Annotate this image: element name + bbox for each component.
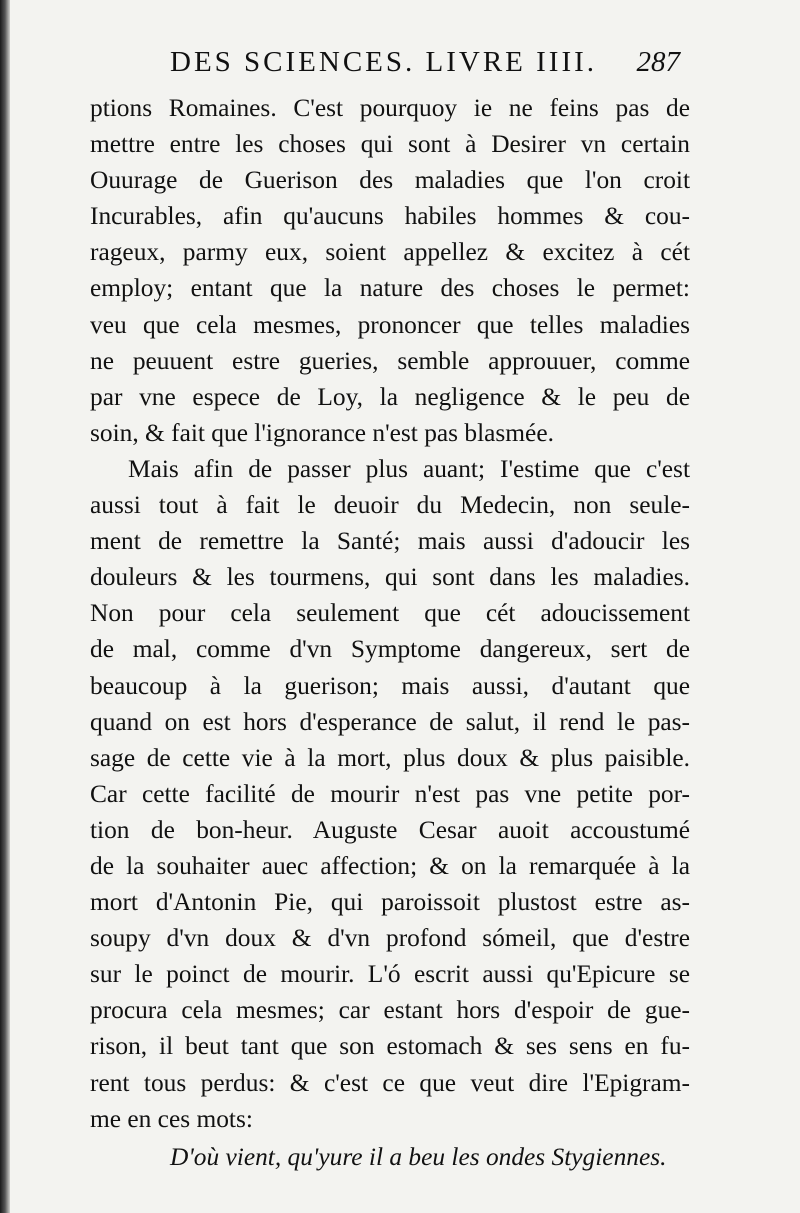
- verse-quotation: D'où vient, qu'yure il a beu les ondes Stygiennes.: [170, 1142, 667, 1171]
- text-line: Incurables, afin qu'aucuns habiles hommes & cou-: [90, 202, 690, 231]
- text-line: rageux, parmy eux, soient appellez & excitez à cét: [90, 238, 690, 267]
- body-text: [90, 90, 690, 1177]
- text-line: de mal, comme d'vn Symptome dangereux, sert de: [90, 635, 690, 664]
- text-line: sage de cette vie à la mort, plus doux & plus paisible.: [90, 743, 690, 772]
- text-line: me en ces mots:: [90, 1104, 253, 1133]
- text-line: ptions Romaines. C'est pourquoy ie ne feins pas de: [90, 94, 690, 122]
- text-line: soin, & fait que l'ignorance n'est pas blasmée.: [90, 418, 554, 447]
- page-number: 287: [636, 46, 680, 78]
- text-line: procura cela mesmes; car estant hors d'espoir de gue-: [90, 996, 690, 1025]
- text-line: Ouurage de Guerison des maladies que l'on croit: [90, 166, 690, 195]
- running-title: DES SCIENCES. LIVRE IIII.: [170, 46, 598, 78]
- page-header: [170, 46, 680, 86]
- paragraph-first-line: Mais afin de passer plus auant; I'estime que c'est: [128, 454, 690, 483]
- text-line: quand on est hors d'esperance de salut, il rend le pas-: [90, 707, 690, 736]
- text-line: tion de bon-heur. Auguste Cesar auoit accoustumé: [90, 815, 690, 844]
- text-line: mort d'Antonin Pie, qui paroissoit plustost estre as-: [90, 888, 690, 917]
- text-line: de la souhaiter auec affection; & on la remarquée à la: [90, 851, 690, 880]
- text-line: mettre entre les choses qui sont à Desirer vn certain: [90, 130, 690, 159]
- text-line: sur le poinct de mourir. L'ó escrit aussi qu'Epicure se: [90, 960, 690, 989]
- text-line: ne peuuent estre gueries, semble approuuer, comme: [90, 346, 690, 375]
- text-line: veu que cela mesmes, prononcer que telles maladies: [90, 310, 690, 339]
- text-line: ment de remettre la Santé; mais aussi d'adoucir les: [90, 527, 690, 556]
- text-line: Car cette facilité de mourir n'est pas vne petite por-: [90, 779, 690, 808]
- binding-edge: [0, 0, 10, 1213]
- text-line: employ; entant que la nature des choses le permet:: [90, 274, 690, 303]
- text-line: rison, il beut tant que son estomach & ses sens en fu-: [90, 1032, 690, 1061]
- text-line: aussi tout à fait le deuoir du Medecin, non seule-: [90, 491, 690, 520]
- text-line: douleurs & les tourmens, qui sont dans les maladies.: [90, 563, 690, 592]
- text-line: soupy d'vn doux & d'vn profond sómeil, que d'estre: [90, 924, 690, 953]
- text-line: rent tous perdus: & c'est ce que veut dire l'Epigram-: [90, 1068, 690, 1097]
- text-line: Non pour cela seulement que cét adoucissement: [90, 599, 690, 628]
- text-line: beaucoup à la guerison; mais aussi, d'autant que: [90, 671, 690, 700]
- text-line: par vne espece de Loy, la negligence & le peu de: [90, 382, 690, 411]
